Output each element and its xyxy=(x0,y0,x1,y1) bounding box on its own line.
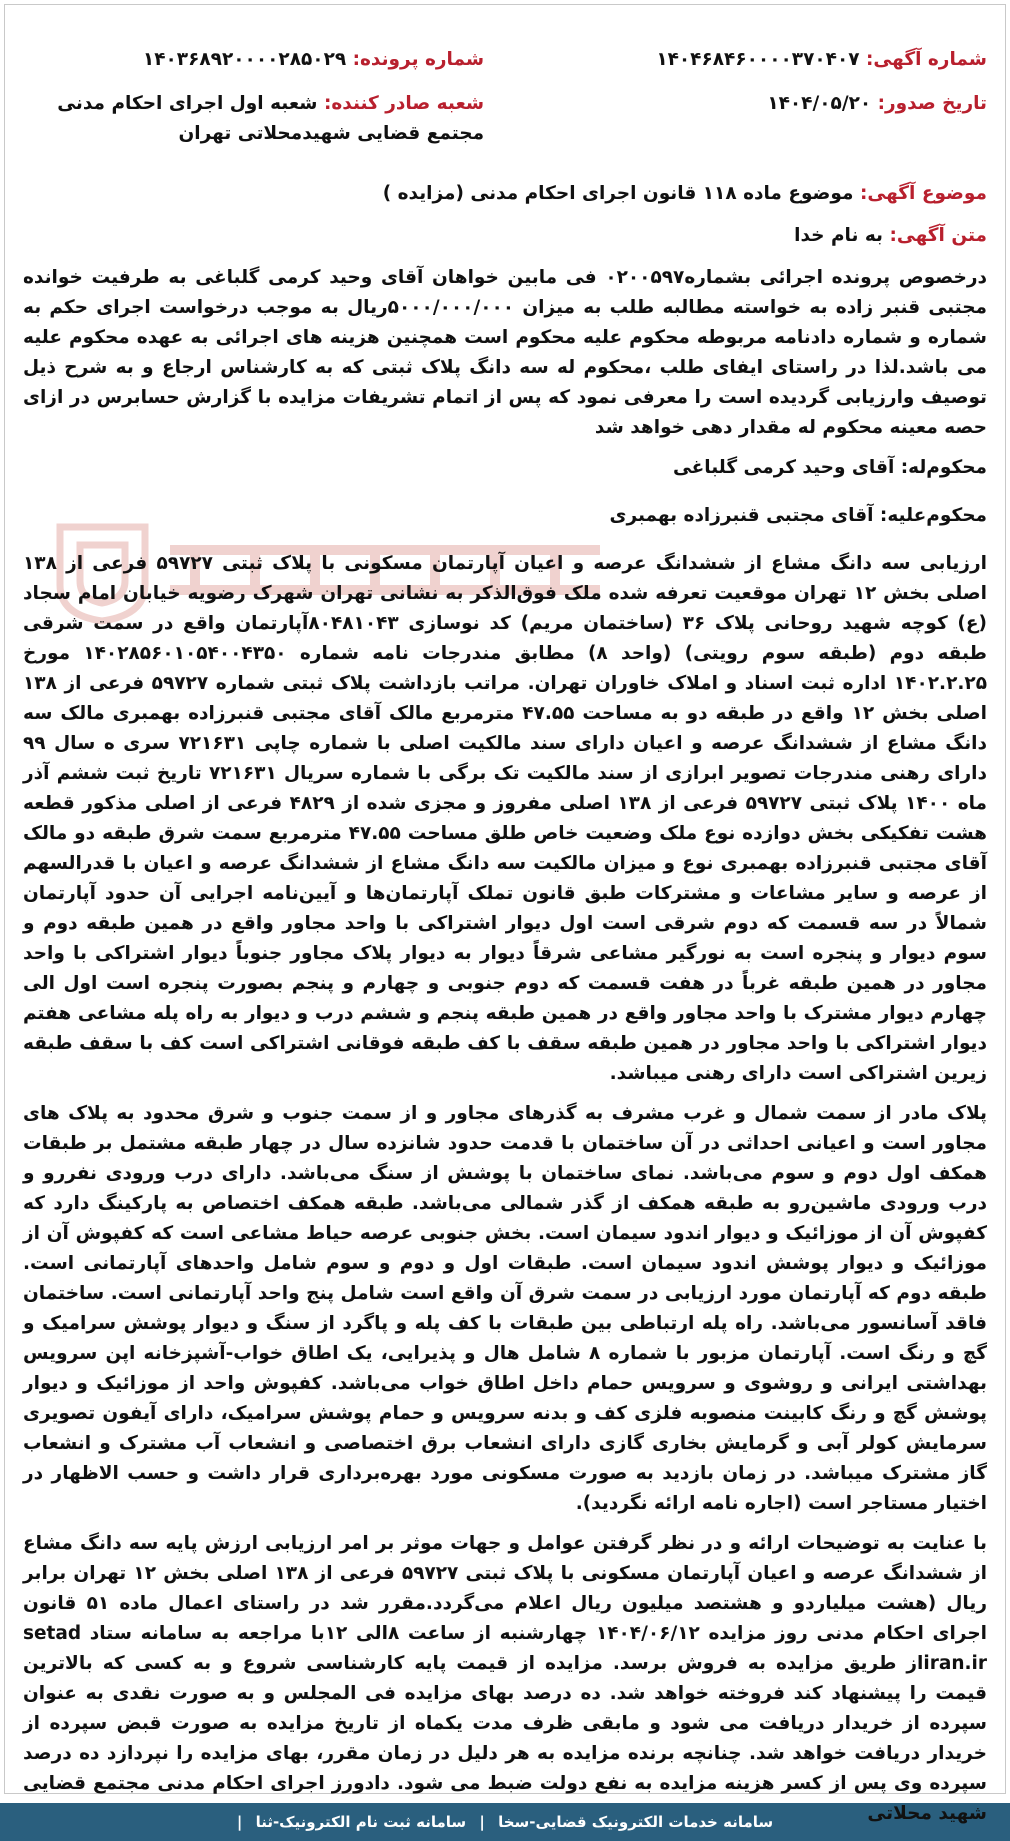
issuing-branch-label: شعبه صادر کننده: xyxy=(323,93,485,114)
body-label: متن آگهی: xyxy=(889,225,987,246)
footer-link-sakha[interactable]: سامانه خدمات الکترونیک قضایی-سخا xyxy=(498,1813,774,1831)
header-left-column xyxy=(23,45,484,163)
subject-label: موضوع آگهی: xyxy=(859,183,987,204)
notice-content xyxy=(5,5,1005,1829)
issue-date-row xyxy=(534,89,987,119)
footer-link-sana[interactable]: سامانه ثبت نام الکترونیک-ثنا xyxy=(255,1813,467,1831)
subject-value: موضوع ماده ۱۱۸ قانون اجرای احکام مدنی (مزایده ) xyxy=(382,183,854,204)
plaintiff: محکوم‌له: آقای وحید کرمی گلباغی xyxy=(672,457,987,478)
issue-date-label: تاریخ صدور: xyxy=(877,93,987,114)
ad-number: ۱۴۰۴۶۸۴۶۰۰۰۰۳۷۰۴۰۷ xyxy=(656,49,860,70)
ad-number-label: شماره آگهی: xyxy=(866,49,987,70)
body-paragraph-2: ارزیابی سه دانگ مشاع از ششدانگ عرصه و اعیان آپارتمان مسکونی با پلاک ثبتی ۵۹۷۲۷ فرعی از ۱۳۸ اصلی بخش ۱۲ تهران موقعیت تعرفه شده ملک فوق‌الذکر به نشانی تهران شهرک رضویه خیابان امام سجاد (ع) کوچه شهید روحانی پلاک ۳۶ (ساختمان مریم) کد نوسازی ۸۰۴۸۱۰۴۳آپارتمان واقع در سمت شرقی طبقه دوم (طبقه سوم رویتی) (واحد ۸) مطابق مندرجات نامه شماره ۱۴۰۲۸۵۶۰۱۰۵۴۰۰۴۳۵۰ مورخ ۱۴۰۲.۲.۲۵ اداره ثبت اسناد و املاک خاوران تهران. مراتب بازداشت پلاک ثبتی شماره ۵۹۷۲۷ فرعی از ۱۳۸ اصلی بخش ۱۲ واقع در طبقه دو به مساحت ۴۷.۵۵ مترمربع مالک آقای مجتبی قنبرزاده بهمبری مالک سه دانگ مشاع از ششدانگ عرصه و اعیان دارای سند مالکیت اصلی با شماره چاپی ۷۲۱۶۳۱ سری ه سال ۹۹ دارای رهنی مندرجات تصویر ابرازی از سند مالکیت تک برگی با شماره سریال ۷۲۱۶۳۱ تاریخ ثبت ششم آذر ماه ۱۴۰۰ پلاک ثبتی ۵۹۷۲۷ فرعی از ۱۳۸ اصلی مفروز و مجزی شده از ۴۸۲۹ فرعی از اصلی مذکور قطعه هشت تفکیکی بخش دوازده نوع ملک وضعیت خاص طلق مساحت ۴۷.۵۵ مترمربع سمت شرق طبقه دو مالک آقای مجتبی قنبرزاده بهمبری نوع و میزان مالکیت سه دانگ مشاع از ششدانگ عرصه و اعیان با قدرالسهم از عرصه و سایر مشاعات و مشترکات طبق قانون تملک آپارتمان‌ها و آیین‌نامه اجرایی آن حدود آپارتمان شمالاً در سه قسمت که دوم شرقی است اول دیوار اشتراکی با واحد مجاور واقع در همین طبقه دوم و سوم دیوار و پنجره است به نورگیر مشاعی شرقاً دیوار به دیوار پلاک مجاور جنوباً دیوار اشتراکی با واحد مجاور در همین طبقه غرباً در هفت قسمت که دوم جنوبی و چهارم و پنجم بصورت پنجره است اول الی چهارم دیوار مشترک با واحد مجاور واقع در همین طبقه پنجم و ششم درب و دیوار به راه پله مشاعی هفتم دیوار اشتراکی با واحد مجاور در همین طبقه سقف با کف طبقه فوقانی اشتراکی است کف با سقف طبقه زیرین اشتراکی است دارای رهنی میباشد. xyxy=(23,553,988,1084)
footer-separator: | xyxy=(479,1813,485,1831)
header-right-column xyxy=(534,45,987,163)
defendant: محکوم‌علیه: آقای مجتبی قنبرزاده بهمبری xyxy=(609,505,987,526)
issuing-branch-row xyxy=(31,89,484,149)
case-number-label: شماره پرونده: xyxy=(352,49,485,70)
case-number: ۱۴۰۳۶۸۹۲۰۰۰۰۲۸۵۰۲۹ xyxy=(142,49,347,70)
case-number-row xyxy=(31,45,484,75)
subject-row xyxy=(23,179,987,209)
ad-number-row xyxy=(534,45,987,75)
issuing-branch: شعبه اول اجرای احکام مدنی مجتمع قضایی شهیدمحلاتی تهران xyxy=(57,93,485,144)
body-paragraph-4: با عنایت به توضیحات ارائه و در نظر گرفتن عوامل و جهات موثر بر امر ارزیابی ارزش پایه سه دانگ مشاع از ششدانگ عرصه و اعیان آپارتمان مسکونی با پلاک ثبتی ۵۹۷۲۷ فرعی از ۱۳۸ اصلی بخش ۱۲ تهران برابر ریال (هشت میلیاردو و هشتصد میلیون ریال اعلام می‌گردد.مقرر شد در راستای اعمال ماده ۵۱ قانون اجرای احکام مدنی روز مزایده ۱۴۰۴/۰۶/۱۲ چهارشنبه از ساعت ۸الی ۱۲با مراجعه به سامانه ستاد setad iran.irاز طریق مزایده به فروش برسد. مزایده از قیمت پایه کارشناسی شروع و به کسی که بالاترین قیمت را پیشنهاد کند فروخته خواهد شد. ده درصد بهای مزایده فی المجلس و به صورت نقدی به عنوان سپرده از خریدار دریافت می شود و مابقی ظرف مدت یکماه از تاریخ مزایده به صورت قبض سپرده از خریدار دریافت خواهد شد. چنانچه برنده مزایده به هر دلیل در زمان مقرر، بهای مزایده را نپردازد ده درصد سپرده وی پس از کسر هزینه مزایده به نفع دولت ضبط می شود. دادورز اجرای احکام مدنی مجتمع قضایی شهید محلاتی xyxy=(23,1533,987,1824)
body-paragraph-1: درخصوص پرونده اجرائی بشماره۰۲۰۰۵۹۷ فی مابین خواهان آقای وحید کرمی گلباغی به طرفیت خوانده مجتبی قنبر زاده به خواسته مطالبه طلب به میزان ۵۰۰۰/۰۰۰/۰۰۰ریال به موجب درخواست اجرای حکم به شماره و شماره دادنامه مربوطه محکوم علیه محکوم است همچنین هزینه های اجرائی به عهده محکوم علیه می باشد.لذا در راستای ایفای طلب ،محکوم له سه دانگ پلاک ثبتی که به کارشناس ارجاع و به شرح ذیل توصیف وارزیابی گردیده است را معرفی نمود که پس از اتمام تشریفات مزایده با گزارش حسابرس در ازای حصه معینه محکوم له مقدار دهی خواهد شد xyxy=(23,267,988,438)
footer-separator-end: | xyxy=(236,1813,243,1831)
body-paragraph-3: پلاک مادر از سمت شمال و غرب مشرف به گذرهای مجاور و از سمت جنوب و شرق محدود به پلاک های مجاور است و اعیانی احداثی در آن ساختمان با قدمت حدود شانزده سال در چهار طبقه مشتمل بر طبقات همکف اول دوم و سوم می‌باشد. نمای ساختمان با پوشش از سنگ می‌باشد. دارای درب ورودی نفررو و درب ورودی ماشین‌رو به طبقه همکف از گذر شمالی می‌باشد. طبقه همکف اختصاص به پارکینگ دارد که کفپوش آن از موزائیک و دیوار اندود سیمان است. بخش جنوبی عرصه حیاط مشاعی است که کفپوش آن از موزائیک و دیوار پوشش اندود سیمان است. طبقات اول و دوم و سوم شامل واحدهای آپارتمانی است. طبقه دوم که آپارتمان مورد ارزیابی در سمت شرق آن واقع است شامل پنج واحد آپارتمانی است. ساختمان فاقد آسانسور می‌باشد. راه پله ارتباطی بین طبقات با کف پله و پاگرد از سنگ و دیوار پوشش سرامیک و گچ و رنگ است. آپارتمان مزبور با شماره ۸ شامل هال و پذیرایی، یک اطاق خواب-آشپزخانه اپن سرویس بهداشتی ایرانی و روشوی و سرویس حمام داخل اطاق خواب می‌باشد. کفپوش واحد از موزائیک و دیوار پوشش گچ و رنگ کابینت منصوبه فلزی کف و بدنه سرویس و حمام پوشش سرامیک، دارای آیفون تصویری سرمایش کولر آبی و گرمایش بخاری گازی دارای انشعاب برق اختصاصی و انشعاب آب مشترک و انشعاب گاز مشترک میباشد. در زمان بازدید به صورت مسکونی مورد بهره‌برداری قرار داشت و حسب الاظهار در اختیار مستاجر است (اجاره نامه ارائه نگردید). xyxy=(23,1103,987,1514)
header-block xyxy=(23,45,987,163)
body-label-row xyxy=(23,221,987,251)
body-intro: به نام خدا xyxy=(794,225,884,246)
issue-date: ۱۴۰۴/۰۵/۲۰ xyxy=(767,93,872,114)
